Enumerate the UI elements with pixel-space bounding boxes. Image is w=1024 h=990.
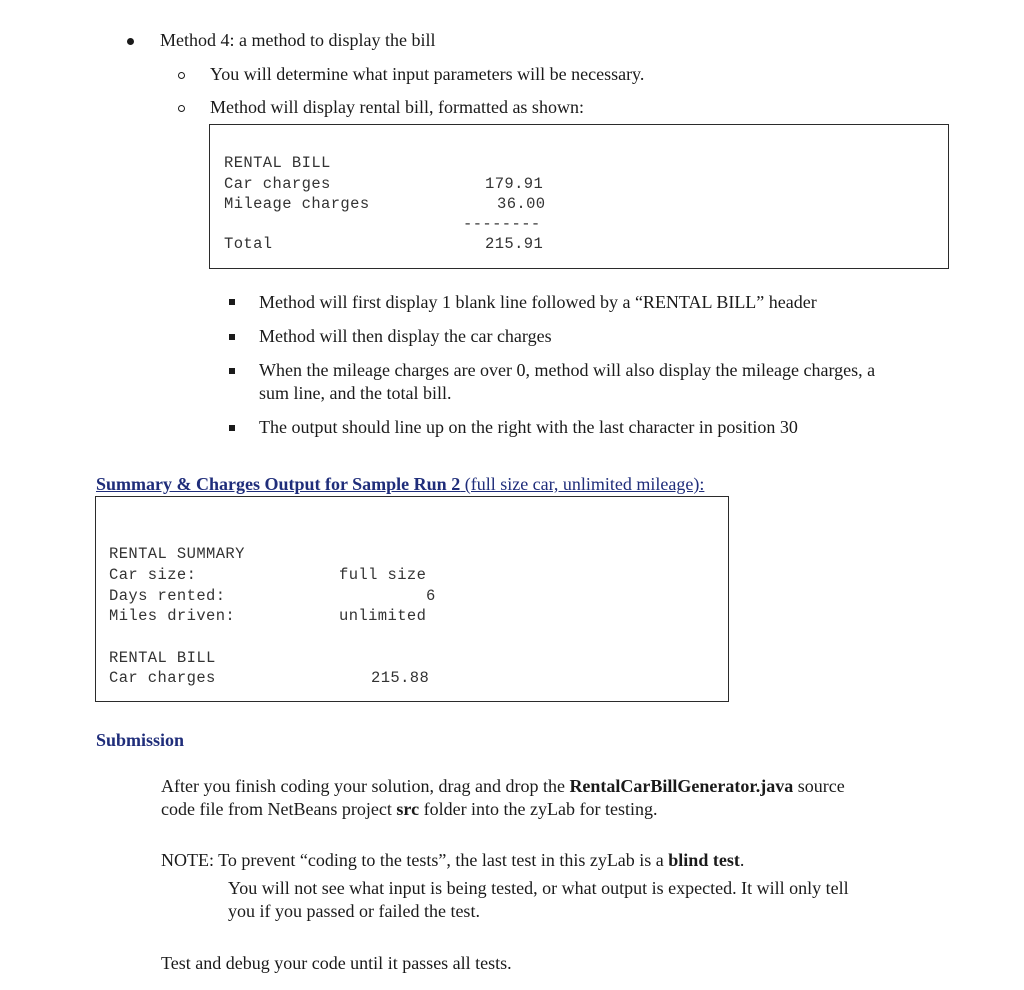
rule-item: When the mileage charges are over 0, method will also display the mileage charges, a [259, 360, 876, 380]
note-line2: You will not see what input is being tested, or what output is expected. It will only tell [228, 878, 849, 898]
rule-item: The output should line up on the right with the last character in position 30 [259, 417, 798, 437]
note-line3: you if you passed or failed the test. [228, 901, 480, 921]
summary-heading-bold: Summary & Charges Output for Sample Run 2 [96, 474, 461, 494]
square-bullet-icon [229, 299, 235, 305]
car-charges-value: 179.91 [485, 175, 544, 193]
days-rented-value: 6 [426, 587, 436, 605]
text-span: source [793, 776, 845, 796]
final-instruction: Test and debug your code until it passes all tests. [161, 953, 512, 973]
method4-sub2: Method will display rental bill, formatted as shown: [210, 97, 584, 117]
rule-item: Method will then display the car charges [259, 326, 552, 346]
src-text: src [396, 799, 420, 819]
text-span: NOTE: To prevent “coding to the tests”, the last test in this zyLab is a [161, 850, 669, 870]
blind-test-text: blind test [668, 850, 740, 870]
text-span: code file from NetBeans project [161, 799, 397, 819]
circle-bullet-icon [178, 105, 185, 112]
car-charges-label: Car charges [224, 175, 331, 193]
rule-item: Method will first display 1 blank line followed by a “RENTAL BILL” header [259, 292, 817, 312]
circle-bullet-icon [178, 72, 185, 79]
miles-driven-label: Miles driven: [109, 607, 236, 625]
submission-paragraph-line1 [161, 776, 845, 797]
rental-bill-box [209, 124, 949, 269]
text-span: After you finish coding your solution, drag and drop the [161, 776, 570, 796]
total-label: Total [224, 235, 273, 253]
sum-line: -------- [463, 215, 541, 233]
method4-title: Method 4: a method to display the bill [160, 30, 436, 50]
total-value: 215.91 [485, 235, 544, 253]
car-size-value: full size [339, 566, 427, 584]
summary-header: RENTAL SUMMARY [109, 545, 245, 563]
mileage-charges-value: 36.00 [497, 195, 546, 213]
summary-car-charges-value: 215.88 [371, 669, 430, 687]
submission-heading: Submission [96, 730, 185, 750]
square-bullet-icon [229, 334, 235, 340]
summary-bill-header: RENTAL BILL [109, 649, 216, 667]
summary-car-charges-label: Car charges [109, 669, 216, 687]
rental-summary-box [95, 496, 729, 702]
mileage-charges-label: Mileage charges [224, 195, 370, 213]
submission-paragraph-line2 [161, 799, 658, 820]
days-rented-label: Days rented: [109, 587, 226, 605]
miles-driven-value: unlimited [339, 607, 427, 625]
square-bullet-icon [229, 425, 235, 431]
bullet-icon [127, 38, 134, 45]
summary-heading [96, 474, 704, 495]
filename-text: RentalCarBillGenerator.java [569, 776, 794, 796]
bill-header: RENTAL BILL [224, 154, 331, 172]
summary-heading-plain: (full size car, unlimited mileage): [460, 474, 705, 494]
square-bullet-icon [229, 368, 235, 374]
text-span: folder into the zyLab for testing. [419, 799, 658, 819]
car-size-label: Car size: [109, 566, 197, 584]
method4-sub1: You will determine what input parameters will be necessary. [210, 64, 645, 84]
note-line1 [161, 850, 744, 871]
text-span: . [739, 850, 745, 870]
rule-item-continued: sum line, and the total bill. [259, 383, 452, 403]
